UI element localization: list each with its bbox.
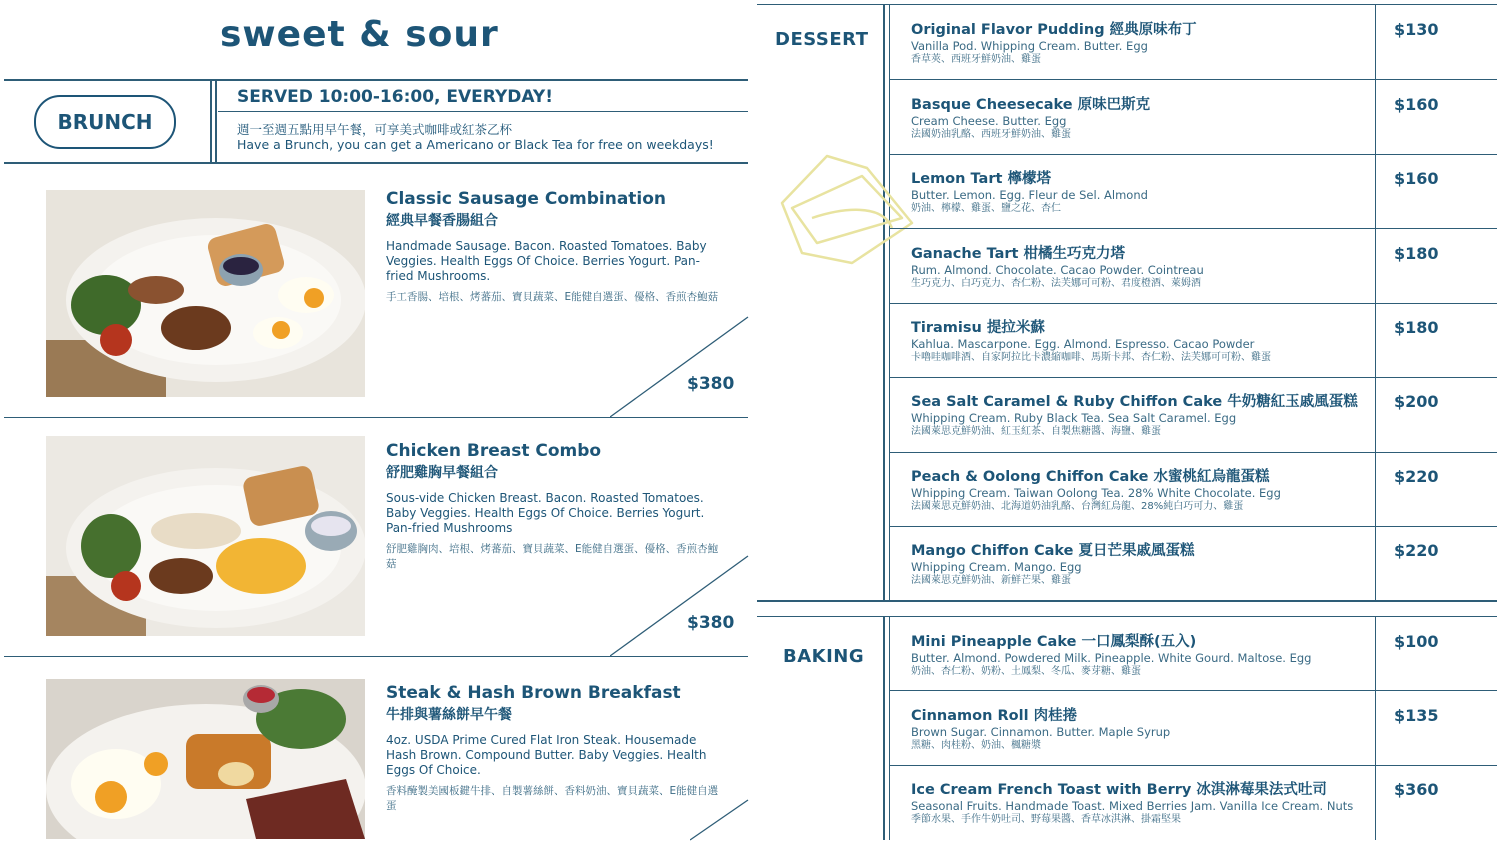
item-price: $200 xyxy=(1394,392,1439,411)
item-description-cn: 黑糖、肉桂粉、奶油、楓糖漿 xyxy=(911,740,1041,751)
menu-item-card xyxy=(386,441,726,572)
divider xyxy=(218,111,748,112)
item-name: Classic Sausage Combination xyxy=(386,189,667,209)
item-price: $380 xyxy=(687,374,735,394)
item-description: Whipping Cream. Mango. Egg xyxy=(911,560,1082,574)
dish-photo xyxy=(46,190,365,397)
plate-photo-icon xyxy=(46,679,365,839)
menu-item-row xyxy=(911,630,1311,678)
menu-item-row xyxy=(911,778,1353,826)
item-name: Basque Cheesecake 原味巴斯克 xyxy=(911,97,1151,113)
menu-item-row xyxy=(911,242,1204,290)
item-description-cn: 舒肥雞胸肉、培根、烤蕃茄、寶貝蔬菜、E能健自選蛋、優格、香煎杏鮑菇 xyxy=(386,543,719,570)
diagonal-price-line-icon xyxy=(690,798,750,842)
item-description: Cream Cheese. Butter. Egg xyxy=(911,114,1067,128)
item-price: $160 xyxy=(1394,169,1439,188)
item-description: Handmade Sausage. Bacon. Roasted Tomatoes. Baby Veggies. Health Eggs Of Choice. Berries Yogurt. Pan-fried Mushrooms. xyxy=(386,239,707,283)
menu-item-row xyxy=(911,18,1197,66)
item-description-cn: 香料醃製美國板鍵牛排、自製薯絲餅、香料奶油、寶貝蔬菜、E能健自選蛋 xyxy=(386,785,719,812)
item-price: $160 xyxy=(1394,95,1439,114)
diagonal-price-line-icon xyxy=(610,554,750,658)
item-description: 4oz. USDA Prime Cured Flat Iron Steak. Housemade Hash Brown. Compound Butter. Baby Veggies. Health Eggs Of Choice. xyxy=(386,733,707,777)
brand-logo: sweet & sour xyxy=(220,14,499,55)
divider xyxy=(757,616,1497,617)
item-price: $100 xyxy=(1394,632,1439,651)
item-price: $180 xyxy=(1394,318,1439,337)
row-divider xyxy=(889,228,1497,229)
divider xyxy=(210,81,212,162)
divider xyxy=(1375,4,1376,600)
item-description-cn: 手工香腸、培根、烤蕃茄、寶貝蔬菜、E能健自選蛋、優格、香煎杏鮑菇 xyxy=(386,291,719,303)
dish-photo xyxy=(46,679,365,839)
menu-item-row xyxy=(911,539,1195,587)
item-name-cn: 經典早餐香腸組合 xyxy=(386,213,498,229)
item-price: $360 xyxy=(1394,780,1439,799)
brunch-promo-note xyxy=(237,122,714,152)
item-description-cn: 季節水果、手作牛奶吐司、野莓果醬、香草冰淇淋、掛霜堅果 xyxy=(911,814,1181,825)
diagonal-price-line-icon xyxy=(610,315,750,419)
divider xyxy=(1375,616,1376,840)
item-name: Original Flavor Pudding 經典原味布丁 xyxy=(911,22,1197,38)
promo-note-en: Have a Brunch, you can get a Americano or Black Tea for free on weekdays! xyxy=(237,137,714,152)
divider xyxy=(883,616,885,840)
menu-item-row xyxy=(911,390,1358,438)
item-name: Lemon Tart 檸檬塔 xyxy=(911,171,1051,187)
item-description-cn: 奶油、杏仁粉、奶粉、土鳳梨、冬瓜、麥芽糖、雞蛋 xyxy=(911,666,1141,677)
item-description: Vanilla Pod. Whipping Cream. Butter. Egg xyxy=(911,39,1148,53)
item-description: Kahlua. Mascarpone. Egg. Almond. Espresso. Cacao Powder xyxy=(911,337,1255,351)
doodle-sketch-icon xyxy=(772,148,917,270)
menu-item-row xyxy=(911,93,1150,141)
item-description-cn: 法國奶油乳酪、西班牙鮮奶油、雞蛋 xyxy=(911,129,1071,140)
item-description-cn: 法國萊思克鮮奶油、北海道奶油乳酪、台灣紅烏龍、28%純白巧可力、雞蛋 xyxy=(911,501,1244,512)
row-divider xyxy=(889,377,1497,378)
row-divider xyxy=(889,765,1497,766)
item-price: $130 xyxy=(1394,20,1439,39)
item-description: Whipping Cream. Taiwan Oolong Tea. 28% White Chocolate. Egg xyxy=(911,486,1281,500)
divider xyxy=(883,4,885,600)
item-name-cn: 牛排與薯絲餅早午餐 xyxy=(386,707,512,723)
divider xyxy=(4,417,748,418)
item-name: Steak & Hash Brown Breakfast xyxy=(386,683,681,703)
item-name: Cinnamon Roll 肉桂捲 xyxy=(911,708,1078,724)
item-price: $220 xyxy=(1394,467,1439,486)
item-name: Mini Pineapple Cake 一口鳳梨酥(五入) xyxy=(911,634,1197,650)
plate-photo-icon xyxy=(46,190,365,397)
row-divider xyxy=(889,303,1497,304)
item-name: Ice Cream French Toast with Berry 冰淇淋莓果法式吐司 xyxy=(911,782,1327,798)
row-divider xyxy=(889,154,1497,155)
promo-note-cn: 週一至週五點用早午餐，可享美式咖啡或紅茶乙杯 xyxy=(237,122,513,137)
item-description: Rum. Almond. Chocolate. Cacao Powder. Cointreau xyxy=(911,263,1204,277)
menu-item-card xyxy=(386,683,726,814)
divider xyxy=(215,81,217,162)
item-name-cn: 舒肥雞胸早餐組合 xyxy=(386,465,498,481)
item-description: Whipping Cream. Ruby Black Tea. Sea Salt Caramel. Egg xyxy=(911,411,1237,425)
row-divider xyxy=(889,79,1497,80)
divider xyxy=(889,4,890,600)
row-divider xyxy=(889,452,1497,453)
item-price: $180 xyxy=(1394,244,1439,263)
section-label-baking: BAKING xyxy=(783,646,865,667)
item-price: $380 xyxy=(687,613,735,633)
divider xyxy=(4,162,748,164)
menu-item-row xyxy=(911,167,1148,215)
menu-item-row xyxy=(911,704,1170,752)
section-label-dessert: DESSERT xyxy=(775,29,869,50)
divider xyxy=(757,600,1497,602)
divider xyxy=(757,4,1497,5)
item-name: Sea Salt Caramel & Ruby Chiffon Cake 牛奶糖紅玉戚風蛋糕 xyxy=(911,394,1358,410)
item-name: Ganache Tart 柑橘生巧克力塔 xyxy=(911,246,1126,262)
item-name: Tiramisu 提拉米蘇 xyxy=(911,320,1045,336)
item-name: Mango Chiffon Cake 夏日芒果戚風蛋糕 xyxy=(911,543,1195,559)
item-name: Peach & Oolong Chiffon Cake 水蜜桃紅烏龍蛋糕 xyxy=(911,469,1270,485)
item-description: Brown Sugar. Cinnamon. Butter. Maple Syrup xyxy=(911,725,1171,739)
plate-photo-icon xyxy=(46,436,365,636)
item-description: Seasonal Fruits. Handmade Toast. Mixed Berries Jam. Vanilla Ice Cream. Nuts xyxy=(911,799,1354,813)
row-divider xyxy=(889,526,1497,527)
item-description-cn: 法國萊思克鮮奶油、紅玉紅茶、自製焦糖醬、海鹽、雞蛋 xyxy=(911,426,1161,437)
dish-photo xyxy=(46,436,365,636)
item-description-cn: 法國萊思克鮮奶油、新鮮芒果、雞蛋 xyxy=(911,575,1071,586)
divider xyxy=(4,79,748,81)
item-price: $220 xyxy=(1394,541,1439,560)
menu-item-card xyxy=(386,189,726,305)
item-description: Butter. Lemon. Egg. Fleur de Sel. Almond xyxy=(911,188,1148,202)
item-description-cn: 卡嚕哇咖啡酒、自家阿拉比卡濃縮咖啡、馬斯卡邦、杏仁粉、法芙娜可可粉、雞蛋 xyxy=(911,352,1271,363)
item-price: $135 xyxy=(1394,706,1439,725)
row-divider xyxy=(889,690,1497,691)
item-description: Sous-vide Chicken Breast. Bacon. Roasted Tomatoes. Baby Veggies. Health Eggs Of Choice. Berries Yogurt. Pan-fried Mushrooms xyxy=(386,491,705,535)
divider xyxy=(4,656,748,657)
section-label-brunch: BRUNCH xyxy=(34,95,176,149)
item-name: Chicken Breast Combo xyxy=(386,441,602,461)
item-description-cn: 奶油、檸檬、雞蛋、鹽之花、杏仁 xyxy=(911,203,1061,214)
menu-item-row xyxy=(911,316,1271,364)
item-description-cn: 生巧克力、白巧克力、杏仁粉、法芙娜可可粉、君度橙酒、萊姆酒 xyxy=(911,278,1201,289)
served-hours: SERVED 10:00-16:00, EVERYDAY! xyxy=(237,87,553,107)
menu-item-row xyxy=(911,465,1281,513)
divider xyxy=(889,616,890,840)
item-description: Butter. Almond. Powdered Milk. Pineapple. White Gourd. Maltose. Egg xyxy=(911,651,1312,665)
item-description-cn: 香草莢、西班牙鮮奶油、雞蛋 xyxy=(911,54,1041,65)
